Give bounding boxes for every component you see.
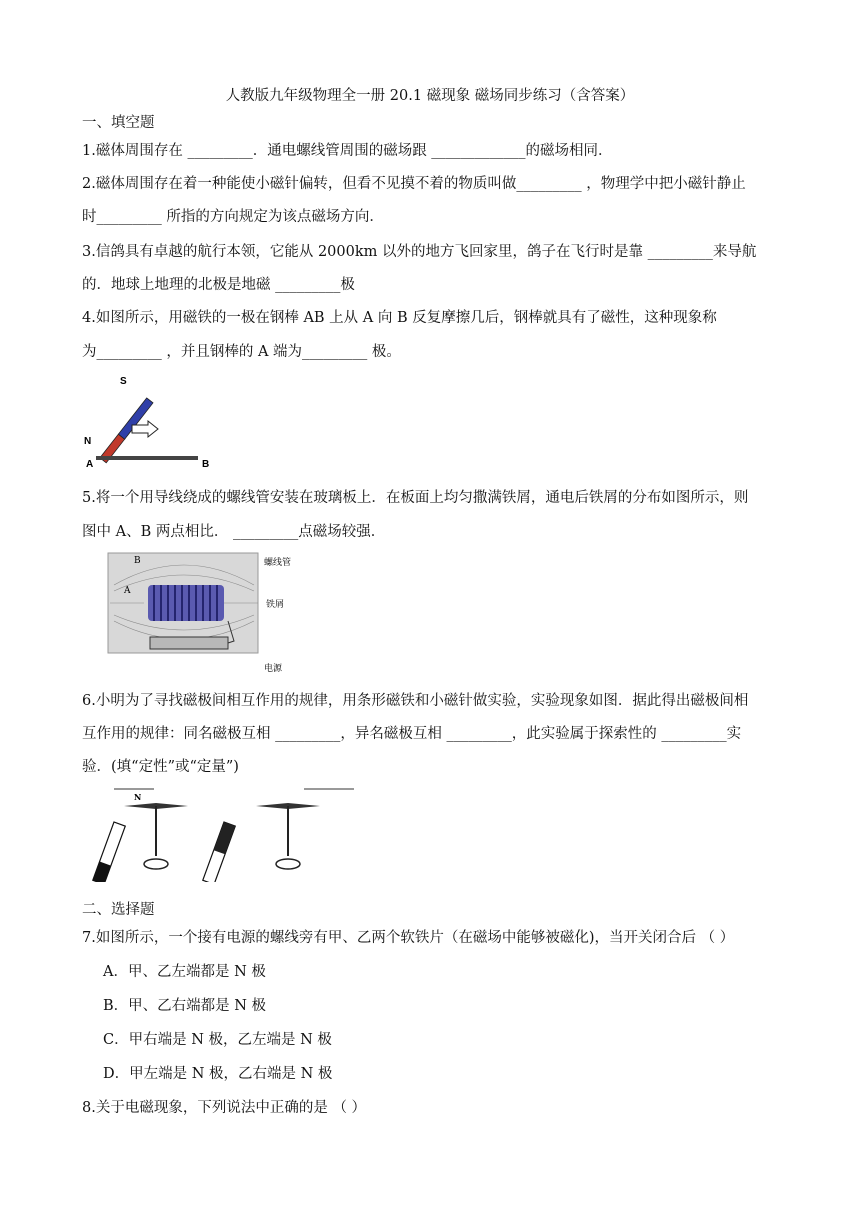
question-8: 8.关于电磁现象，下列说法中正确的是 （ ） [82, 1100, 367, 1116]
question-3-line-2: 的．地球上地理的北极是地磁 _________极 [82, 277, 355, 293]
battery [150, 637, 228, 649]
document-title: 人教版九年级物理全一册 20.1 磁现象 磁场同步练习（含答案） [225, 88, 635, 104]
question-4-line-2: 为_________ ，并且钢棒的 A 端为_________ 极。 [82, 344, 401, 360]
section-fill-in-heading: 一、填空题 [82, 115, 155, 131]
question-4-line-1: 4.如图所示，用磁铁的一极在钢棒 AB 上从 A 向 B 反复摩擦几后，钢棒就具有了磁性，这种现象称 [82, 310, 717, 326]
label-b: B [202, 459, 210, 470]
option-c: C．甲右端是 N 极，乙左端是 N 极 [103, 1032, 332, 1048]
magnet-compass-figure [84, 786, 364, 882]
question-1: 1.磁体周围存在 _________．通电螺线管周围的磁场跟 _____________的磁场相同． [82, 143, 613, 159]
label-a: A [86, 459, 94, 470]
label-s: S [120, 376, 127, 387]
magnet-rubbing-figure [82, 372, 222, 472]
option-b: B．甲、乙右端都是 N 极 [103, 998, 267, 1014]
option-a: A．甲、乙左端都是 N 极 [103, 964, 266, 980]
label-n: N [84, 436, 92, 447]
solenoid-filings-figure [104, 545, 304, 675]
bar-magnet-left [93, 822, 125, 882]
compass-right [256, 803, 320, 869]
steel-bar [96, 456, 198, 460]
label-filings: 铁屑 [266, 600, 285, 610]
question-3-line-1: 3.信鸽具有卓越的航行本领，它能从 2000km 以外的地方飞回家里，鸽子在飞行时是靠 _________来导航 [82, 244, 757, 260]
label-coil: 螺线管 [264, 558, 292, 568]
question-6-line-1: 6.小明为了寻找磁极间相互作用的规律，用条形磁铁和小磁针做实验，实验现象如图．据此得出磁极间相 [82, 693, 749, 709]
label-a: A [124, 586, 131, 596]
compass-left [124, 803, 188, 869]
question-6-line-2: 互作用的规律：同名磁极互相 _________，异名磁极互相 _________，此实验属于探索性的 _________实 [82, 726, 742, 742]
label-b: B [134, 556, 141, 566]
question-7: 7.如图所示，一个接有电源的螺线旁有甲、乙两个软铁片（在磁场中能够被磁化)，当开关闭合后 （ ） [82, 930, 735, 946]
question-6-line-3: 验．(填“定性”或“定量”) [82, 759, 239, 775]
label-power: 电源 [264, 664, 283, 674]
question-5-line-1: 5.将一个用导线绕成的螺线管安装在玻璃板上．在板面上均匀撒满铁屑，通电后铁屑的分布如图所示，则 [82, 490, 749, 506]
bar-magnet-right [203, 822, 235, 882]
option-d: D．甲左端是 N 极，乙右端是 N 极 [103, 1066, 333, 1082]
label-n: N [134, 792, 142, 802]
section-choice-heading: 二、选择题 [82, 902, 155, 918]
question-2-line-2: 时_________ 所指的方向规定为该点磁场方向． [82, 209, 384, 225]
solenoid-coil [148, 585, 224, 621]
question-5-line-2: 图中 A、B 两点相比． _________点磁场较强． [82, 524, 386, 540]
question-2-line-1: 2.磁体周围存在着一种能使小磁针偏转，但看不见摸不着的物质叫做_________ ，物理学中把小磁针静止 [82, 176, 746, 192]
